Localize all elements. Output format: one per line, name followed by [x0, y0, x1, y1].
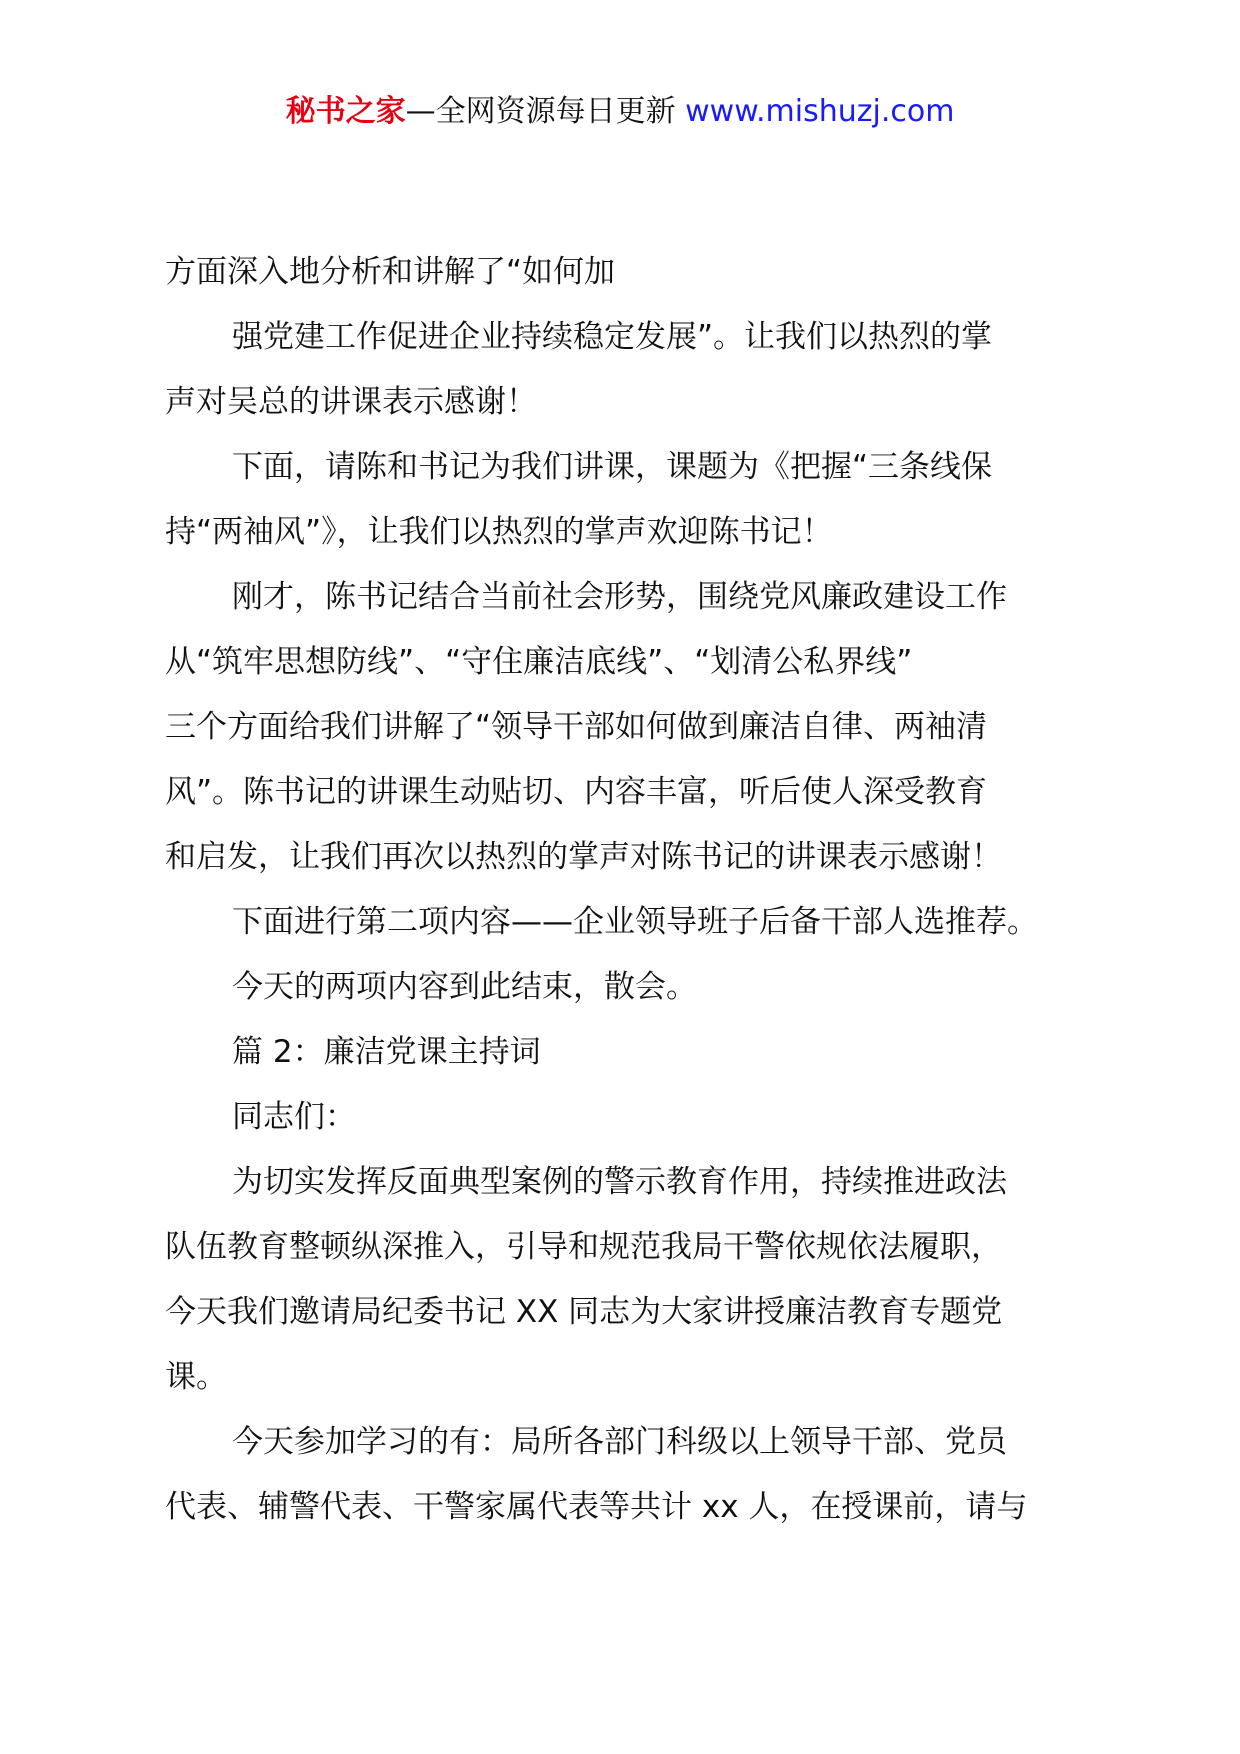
text-line: 三个方面给我们讲解了“领导干部如何做到廉洁自律、两袖清 — [165, 709, 988, 745]
section-heading: 篇 2：廉洁党课主持词 — [232, 1034, 541, 1070]
text-line: 课。 — [165, 1359, 227, 1395]
text-line: 和启发，让我们再次以热烈的掌声对陈书记的讲课表示感谢！ — [165, 839, 1002, 875]
text-line: 声对吴总的讲课表示感谢！ — [165, 384, 537, 420]
text-line: 刚才，陈书记结合当前社会形势，围绕党风廉政建设工作 — [232, 579, 1007, 615]
site-brand: 秘书之家 — [285, 94, 406, 129]
site-header — [0, 92, 1240, 132]
text-line: 今天的两项内容到此结束，散会。 — [232, 969, 697, 1005]
text-line: 今天参加学习的有：局所各部门科级以上领导干部、党员 — [232, 1424, 1007, 1460]
text-line: 队伍教育整顿纵深推入，引导和规范我局干警依规依法履职， — [165, 1229, 1002, 1265]
text-line: 风”。陈书记的讲课生动贴切、内容丰富，听后使人深受教育 — [165, 774, 988, 810]
text-line: 强党建工作促进企业持续稳定发展”。让我们以热烈的掌 — [232, 319, 993, 355]
text-line: 下面，请陈和书记为我们讲课，课题为《把握“三条线保 — [232, 449, 993, 485]
document-body — [165, 240, 1090, 1540]
text-line: 代表、辅警代表、干警家属代表等共计 xx 人，在授课前，请与 — [165, 1489, 1028, 1525]
text-line: 持“两袖风”》，让我们以热烈的掌声欢迎陈书记！ — [165, 514, 833, 550]
text-line: 从“筑牢思想防线”、“守住廉洁底线”、“划清公私界线” — [165, 644, 913, 680]
text-line: 方面深入地分析和讲解了“如何加 — [165, 254, 616, 290]
text-line: 今天我们邀请局纪委书记 XX 同志为大家讲授廉洁教育专题党 — [165, 1294, 1003, 1330]
text-line: 下面进行第二项内容——企业领导班子后备干部人选推荐。 — [232, 904, 1038, 940]
salutation: 同志们： — [232, 1099, 356, 1135]
site-tagline: —全网资源每日更新 — [405, 94, 686, 129]
site-url-link[interactable]: www.mishuzj.com — [685, 94, 955, 129]
text-line: 为切实发挥反面典型案例的警示教育作用，持续推进政法 — [232, 1164, 1007, 1200]
